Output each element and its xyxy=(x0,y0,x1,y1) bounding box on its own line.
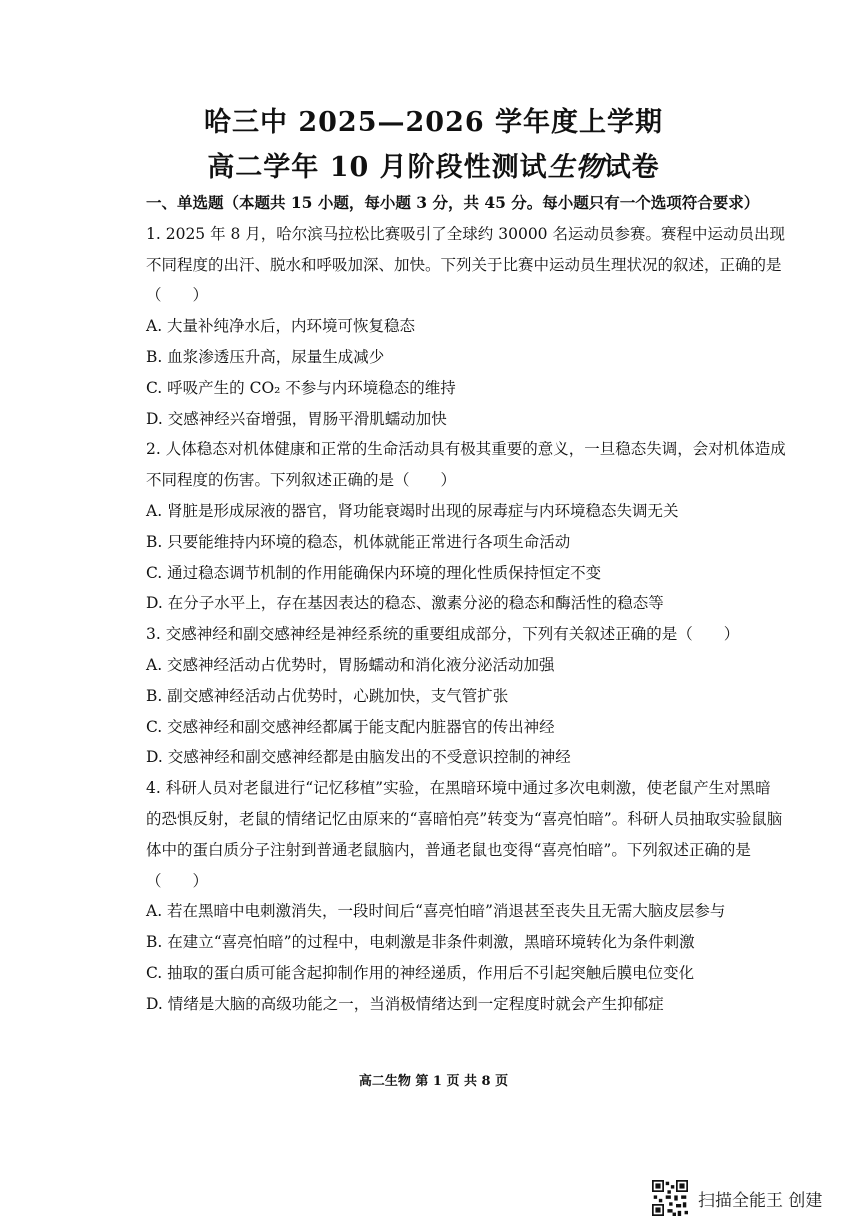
option-d: D. 在分子水平上，存在基因表达的稳态、激素分泌的稳态和酶活性的稳态等 xyxy=(146,594,664,613)
question-4 xyxy=(146,773,786,1019)
option-b: B. 只要能维持内环境的稳态，机体就能正常进行各项生命活动 xyxy=(146,532,571,551)
option-a: A. 大量补纯净水后，内环境可恢复稳态 xyxy=(146,317,416,336)
option-a: A. 若在黑暗中电刺激消失，一段时间后“喜亮怕暗”消退甚至丧失且无需大脑皮层参与 xyxy=(146,902,726,921)
question-stem: 2. 人体稳态对机体健康和正常的生命活动具有极其重要的意义，一旦稳态失调，会对机体造成不同程度的伤害。下列叙述正确的是（ ） xyxy=(146,440,786,490)
option-d: D. 交感神经和副交感神经都是由脑发出的不受意识控制的神经 xyxy=(146,748,571,767)
question-2 xyxy=(146,434,786,619)
exam-title-line2 xyxy=(0,145,867,184)
page-footer: 高二生物 第 1 页 共 8 页 xyxy=(358,1074,509,1089)
option-b: B. 在建立“喜亮怕暗”的过程中，电刺激是非条件刺激，黑暗环境转化为条件刺激 xyxy=(146,933,695,952)
title-suffix: 试卷 xyxy=(603,152,660,183)
qr-code-icon xyxy=(652,1180,688,1216)
option-c: C. 交感神经和副交感神经都属于能支配内脏器官的传出神经 xyxy=(146,717,555,736)
question-1 xyxy=(146,219,786,435)
option-d: D. 交感神经兴奋增强，胃肠平滑肌蠕动加快 xyxy=(146,409,447,428)
option-c: C. 通过稳态调节机制的作用能确保内环境的理化性质保持恒定不变 xyxy=(146,563,602,582)
option-c: C. 呼吸产生的 CO₂ 不参与内环境稳态的维持 xyxy=(146,378,456,397)
option-a: A. 交感神经活动占优势时，胃肠蠕动和消化液分泌活动加强 xyxy=(146,655,555,674)
question-3 xyxy=(146,619,786,773)
title-prefix: 高二学年 10 月阶段性测试 xyxy=(207,152,548,183)
question-stem: 4. 科研人员对老鼠进行“记忆移植”实验，在黑暗环境中通过多次电刺激，使老鼠产生对黑暗的恐惧反射，老鼠的情绪记忆由原来的“喜暗怕亮”转变为“喜亮怕暗”。科研人员抽取实验鼠脑体中的蛋白质分子注射到普通老鼠脑内，普通老鼠也变得“喜亮怕暗”。下列叙述正确的是（ ） xyxy=(146,779,783,890)
handwritten-subject: 生物 xyxy=(547,152,604,183)
exam-content xyxy=(146,188,786,1020)
scanner-app-credit: 扫描全能王 创建 xyxy=(698,1190,823,1211)
option-b: B. 血浆渗透压升高，尿量生成减少 xyxy=(146,347,385,366)
scanner-watermark xyxy=(652,1180,822,1216)
option-b: B. 副交感神经活动占优势时，心跳加快，支气管扩张 xyxy=(146,686,509,705)
option-c: C. 抽取的蛋白质可能含起抑制作用的神经递质，作用后不引起突触后膜电位变化 xyxy=(146,963,695,982)
exam-title-line1: 哈三中 2025—2026 学年度上学期 xyxy=(203,107,664,138)
question-stem: 1. 2025 年 8 月，哈尔滨马拉松比赛吸引了全球约 30000 名运动员参赛。赛程中运动员出现不同程度的出汗、脱水和呼吸加深、加快。下列关于比赛中运动员生理状况的叙述，正确的是（ ） xyxy=(146,224,785,305)
option-d: D. 情绪是大脑的高级功能之一，当消极情绪达到一定程度时就会产生抑郁症 xyxy=(146,994,664,1013)
option-a: A. 肾脏是形成尿液的器官，肾功能衰竭时出现的尿毒症与内环境稳态失调无关 xyxy=(146,501,679,520)
section-header: 一、单选题（本题共 15 小题，每小题 3 分，共 45 分。每小题只有一个选项符合要求） xyxy=(146,193,760,212)
question-stem: 3. 交感神经和副交感神经是神经系统的重要组成部分，下列有关叙述正确的是（ ） xyxy=(146,625,740,644)
